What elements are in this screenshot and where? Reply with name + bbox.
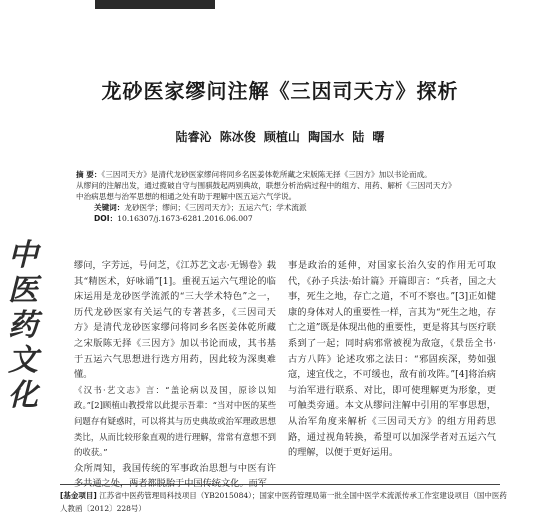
body-paragraph: 事是政治的延伸，对国家长治久安的作用无可取代，《孙子兵法·始计篇》开篇即言：“兵者，国之大事，死生之地，存亡之道，不可不察也。”[3]正如健康的身体对人的重要性一样，言其为“死生之地，存亡之道”既是体现出他的重要性，更是将其与医疗联系到了一起；同时病邪常被视为敌寇，《景岳全书·古方八阵》论述攻邪之法日：“邪固疾深，势如强寇，速宜伐之，不可缓也，敌有前攻阵。”[4]将治病与治军进行联系、对比，即可使理解更为形象，更可触类旁通。本文从缪问注解中引用的军事思想，从治军角度来解析《三因司天方》的组方用药思路，通过视角转换，希望可以加深学者对五运六气的理解，以便于更好运用。 — [288, 260, 496, 459]
quote-paragraph: 《汉书·艺文志》言：“盖论病以及国，原诊以知政。”[2]顾植山教授常以此提示吾辈：“当对中医的某些问题存有疑惑时，可以将其与历史典故或治军理政思想类比，从而比较形象直观的进行理解，常常有意想不到的收获。” — [74, 384, 276, 458]
abstract-block — [76, 169, 506, 224]
keywords-text: 龙砂医学；缪问；《三因司天方》；五运六气；学术流派 — [124, 203, 307, 212]
abstract-text: 《三因司天方》是清代龙砂医家缪问将同乡名医姜体乾所藏之宋版陈无择《三因方》加以书论而成。 — [101, 170, 432, 179]
logo-char: 中 — [8, 238, 38, 273]
body-paragraph: 缪问，字芳远，号问芝，《江苏艺文志·无锡卷》载其“精医术，好咏诵”[1]。重视五运六气理论的临床运用是龙砂医学流派的“三大学术特色”之一，历代龙砂医家有关运气的专著甚多，《三因司天方》是清代龙砂医家缪问将同乡名医姜体乾所藏之宋版陈无择《三因方》加以书论而成，其书基于五运六气思想进行选方用药，因此较为深奥难懂。 — [74, 260, 276, 381]
footnote-text: 江苏省中医药管理局科技项目（YB2015084）；国家中医药管理局第一批全国中医学术流派传承工作室建设项目（国中医药人教函〔2012〕228号） — [60, 491, 507, 513]
abstract-label: 摘 要： — [76, 170, 102, 179]
funding-footnote — [60, 489, 512, 515]
logo-char: 药 — [8, 308, 38, 343]
author-list: 陆睿沁 陈冰俊 顾植山 陶国水 陆 曙 — [175, 130, 385, 144]
logo-char: 文 — [8, 343, 38, 378]
doi-link[interactable]: 10.16307/j.1673-6281.2016.06.007 — [117, 214, 253, 223]
body-paragraph: 众所周知，我国传统的军事政治思想与中医有许多共通之处，两者都脱胎于中国传统文化。而军 — [74, 462, 276, 490]
footnote-label: [基金项目] — [60, 491, 97, 500]
footnote-divider — [60, 484, 500, 485]
logo-char: 化 — [8, 378, 38, 413]
header-band — [95, 0, 215, 9]
abstract-line: 从缪问的注解出发，通过揽破自守与围骐鼓起两别典故，联想分析治病过程中的组方、用药、解析《三因司天方》 — [76, 181, 456, 190]
side-section-logo — [2, 238, 44, 413]
abstract-line: 中治病思想与治军思想的相通之处有助于理解中医五运六气学说。 — [76, 192, 297, 201]
doi-line — [76, 213, 506, 224]
keywords-line — [76, 202, 506, 213]
logo-char: 医 — [8, 273, 38, 308]
doi-label: DOI： — [94, 214, 118, 223]
article-title: 龙砂医家缪问注解《三因司天方》探析 — [101, 79, 459, 103]
abstract-line — [76, 169, 506, 180]
body-column-right — [288, 258, 496, 461]
keywords-label: 关键词： — [94, 203, 125, 212]
body-column-left — [74, 258, 276, 492]
